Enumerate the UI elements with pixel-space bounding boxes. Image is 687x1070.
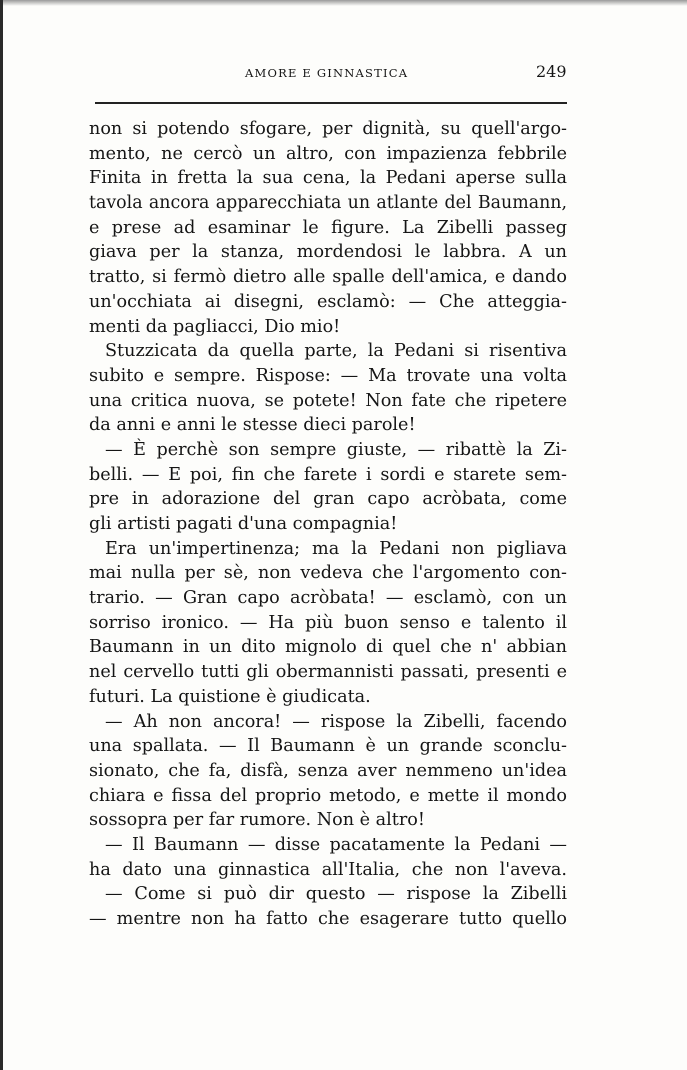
text-line: futuri. La quistione è giudicata. — [89, 686, 371, 707]
text-line: — Il Baumann — disse pacatamente la Pedani — — [105, 834, 567, 855]
header-rule — [95, 102, 567, 104]
text-line: non si potendo sfogare, per dignità, su quell'argo- — [89, 119, 567, 139]
text-line: Era un'impertinenza; ma la Pedani non pigliava — [105, 538, 567, 559]
text-line: belli. — E poi, fin che farete i sordi e starete sem- — [89, 464, 567, 485]
text-line: trario. — Gran capo acròbata! — esclamò, con un — [89, 588, 567, 609]
text-line: tavola ancora apparecchiata un atlante del Baumann, — [89, 193, 567, 214]
text-line: Stuzzicata da quella parte, la Pedani si risentiva — [105, 341, 567, 362]
text-line: da anni e anni le stesse dieci parole! — [89, 415, 416, 436]
text-line: subito e sempre. Rispose: — Ma trovate una volta — [89, 365, 567, 386]
text-line: mai nulla per sè, non vedeva che l'argomento con- — [89, 563, 567, 584]
text-line: tratto, si fermò dietro alle spalle dell'amica, e dando — [89, 267, 567, 288]
text-line: Finita in fretta la sua cena, la Pedani aperse sulla — [89, 168, 567, 189]
text-line: mento, ne cercò un altro, con impazienza febbrile — [89, 143, 567, 164]
body-text — [89, 117, 567, 932]
text-line: sossopra per far rumore. Non è altro! — [89, 810, 425, 831]
running-head: AMORE E GINNASTICA — [245, 66, 409, 80]
text-line: giava per la stanza, mordendosi le labbra. A un — [89, 242, 567, 263]
text-line: menti da pagliacci, Dio mio! — [89, 316, 341, 337]
text-line: — mentre non ha fatto che esagerare tutto quello — [89, 909, 567, 929]
text-line: — Come si può dir questo — rispose la Zibelli — [105, 884, 567, 905]
page-top-edge — [0, 0, 687, 6]
text-line: — Ah non ancora! — rispose la Zibelli, facendo — [105, 711, 567, 732]
text-line: pre in adorazione del gran capo acròbata, come — [89, 489, 567, 510]
text-line: e prese ad esaminar le figure. La Zibelli passeg — [89, 217, 567, 238]
text-line: chiara e fissa del proprio metodo, e mette il mondo — [89, 785, 567, 806]
text-line: sorriso ironico. — Ha più buon senso e talento il — [89, 612, 567, 633]
text-line: — È perchè son sempre giuste, — ribattè la Zi- — [105, 439, 567, 460]
text-line: una critica nuova, se potete! Non fate che ripetere — [89, 390, 567, 411]
text-line: un'occhiata ai disegni, esclamò: — Che atteggia- — [89, 291, 567, 312]
text-line: una spallata. — Il Baumann è un grande sconclu- — [89, 736, 567, 757]
page-number: 249 — [536, 62, 567, 81]
text-line: sionato, che fa, disfà, senza aver nemmeno un'idea — [89, 760, 567, 781]
text-line: gli artisti pagati d'una compagnia! — [89, 514, 398, 534]
text-line: ha dato una ginnastica all'Italia, che non l'aveva. — [89, 859, 567, 880]
text-line: nel cervello tutti gli obermannisti passati, presenti e — [89, 662, 567, 683]
text-line: Baumann in un dito mignolo di quel che n' abbian — [89, 637, 567, 658]
page-left-edge — [0, 0, 3, 1070]
